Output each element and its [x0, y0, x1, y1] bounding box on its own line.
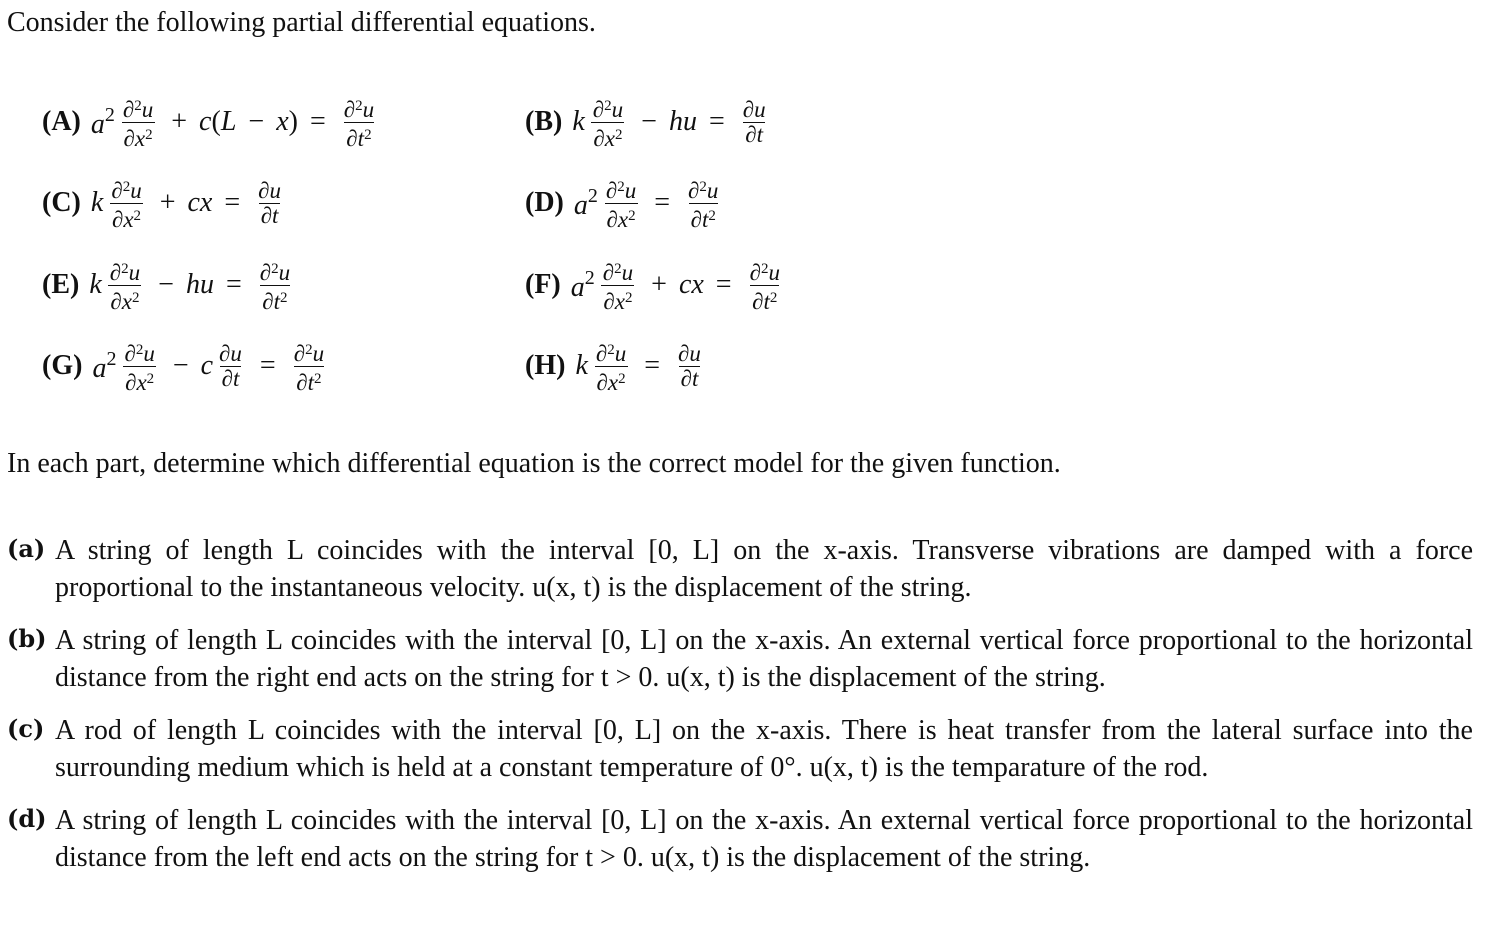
equation-label: (C) [42, 187, 81, 218]
equation-e: (E) k $\frac{\partial^2u}{\partial x^2}$ − hu = $\frac{\partial^2u}{\partial t^2}$ [42, 259, 291, 314]
part-label: (b) [7, 624, 47, 653]
equation-label: (B) [525, 106, 563, 137]
equation-label: (D) [525, 187, 564, 218]
equation-g: (G) $a^2$ $\frac{\partial^2u}{\partial x^2}$ − c $\frac{\partial u}{\partial t}$ = $\frac{\partial^2u}{\partial t^2}$ [42, 340, 325, 395]
equation-label: (H) [525, 350, 566, 381]
equation-label: (A) [42, 106, 81, 137]
parts-list [7, 532, 1473, 892]
part-text: A rod of length L coincides with the interval [0, L] on the x-axis. There is heat transfer from the lateral surface into the surrounding medium which is held at a constant temperature of 0°. u(x, t) is the temparature of the rod. [55, 715, 1473, 783]
equation-c: (C) k $\frac{\partial^2u}{\partial x^2}$ + cx = $\frac{\partial u}{\partial t}$ [42, 177, 282, 232]
part-text: A string of length L coincides with the interval [0, L] on the x-axis. An external vertical force proportional to the horizontal distance from the left end acts on the string for t > 0. u(x, t) is the displacement of the string. [55, 805, 1473, 873]
part-text: A string of length L coincides with the interval [0, L] on the x-axis. Transverse vibrations are damped with a force proportional to the instantaneous velocity. u(x, t) is the displacement of the string. [55, 535, 1473, 603]
part-b [7, 622, 1473, 696]
equation-a: (A) $a^2$ $\frac{\partial^2u}{\partial x^2}$ + c ( L − x ) = $\frac{\partial^2u}{\partial t^2}$ [42, 96, 375, 151]
equation-f: (F) $a^2$ $\frac{\partial^2u}{\partial x^2}$ + cx = $\frac{\partial^2u}{\partial t^2}$ [525, 259, 780, 314]
part-text: A string of length L coincides with the interval [0, L] on the x-axis. An external vertical force proportional to the horizontal distance from the right end acts on the string for t > 0. u(x, t) is the displacement of the string. [55, 625, 1473, 693]
equation-label: (F) [525, 269, 561, 300]
equation-d: (D) $a^2$ $\frac{\partial^2u}{\partial x^2}$ = $\frac{\partial^2u}{\partial t^2}$ [525, 177, 719, 232]
part-label: (d) [7, 804, 47, 833]
equation-label: (E) [42, 269, 80, 300]
intro-text: Consider the following partial differential equations. [7, 7, 596, 38]
equation-h: (H) k $\frac{\partial^2u}{\partial x^2}$ = $\frac{\partial u}{\partial t}$ [525, 340, 701, 395]
part-d [7, 802, 1473, 876]
part-c [7, 712, 1473, 786]
part-a [7, 532, 1473, 606]
instruction-text: In each part, determine which differential equation is the correct model for the given function. [7, 448, 1061, 479]
part-label: (c) [7, 714, 45, 743]
part-label: (a) [7, 534, 46, 563]
equation-b: (B) k $\frac{\partial^2u}{\partial x^2}$ − hu = $\frac{\partial u}{\partial t}$ [525, 96, 766, 151]
equation-label: (G) [42, 350, 83, 381]
